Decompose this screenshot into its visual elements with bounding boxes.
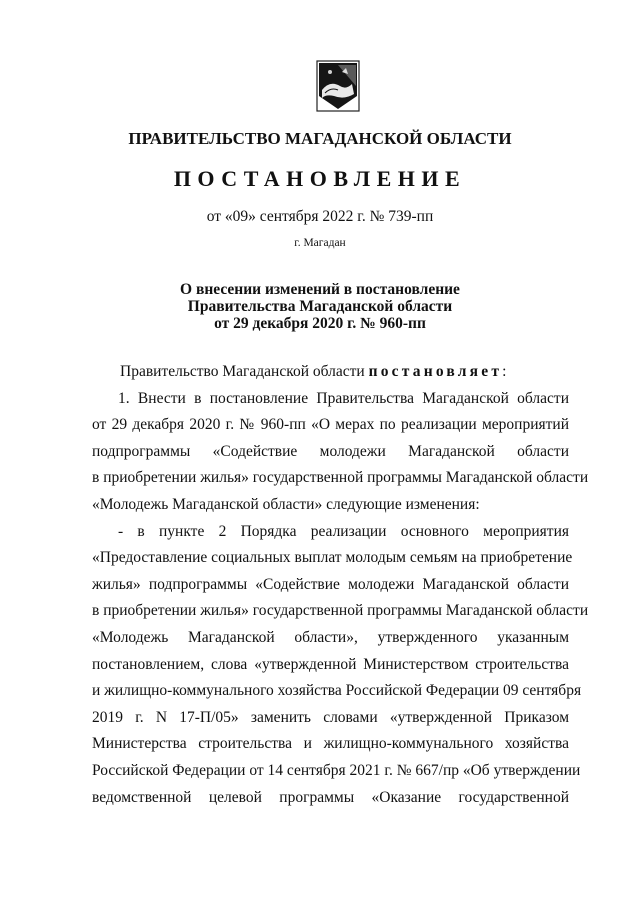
subject-line: О внесении изменений в постановление	[180, 281, 460, 298]
body-line: - в пункте 2 Порядка реализации основного мероприятия	[118, 522, 569, 540]
body-line: в приобретении жилья» государственной программы Магаданской области	[92, 469, 589, 487]
document-date-number: от «09» сентября 2022 г. № 739-пп	[206, 208, 434, 225]
intro-text: Правительство Магаданской области	[120, 363, 365, 380]
body-line: «Молодежь Магаданской области» следующие изменения:	[92, 495, 480, 513]
body-line: постановлением, слова «утвержденной Министерством строительства	[92, 655, 569, 673]
document-body	[92, 359, 589, 811]
document-city: г. Магадан	[294, 237, 346, 249]
body-line: и жилищно-коммунального хозяйства Российской Федерации 09 сентября	[92, 682, 582, 700]
document-subject	[0, 281, 640, 332]
body-line: подпрограммы «Содействие молодежи Магаданской области	[92, 442, 569, 460]
document-type: ПОСТАНОВЛЕНИЕ	[173, 166, 467, 191]
intro-line	[92, 359, 569, 386]
intro-colon: :	[502, 363, 507, 380]
body-line: 2019 г. N 17-П/05» заменить словами «утвержденной Приказом	[92, 708, 569, 726]
subject-line: от 29 декабря 2020 г. № 960-пп	[214, 315, 426, 332]
body-line: 1. Внести в постановление Правительства Магаданской области	[118, 389, 569, 407]
body-line: в приобретении жилья» государственной программы Магаданской области	[92, 602, 589, 620]
body-line: жилья» подпрограммы «Содействие молодежи Магаданской области	[92, 575, 569, 593]
body-line: «Молодежь Магаданской области», утвержденного указанным	[92, 628, 569, 646]
body-line: Министерства строительства и жилищно-коммунального хозяйства	[92, 735, 569, 753]
body-line: «Предоставление социальных выплат молодым семьям на приобретение	[92, 549, 573, 567]
subject-line: Правительства Магаданской области	[187, 298, 453, 315]
intro-verb: постановляет	[368, 363, 503, 380]
body-line: от 29 декабря 2020 г. № 960-пп «О мерах по реализации мероприятий	[92, 416, 569, 434]
coat-of-arms-icon	[316, 60, 360, 112]
organization-name: ПРАВИТЕЛЬСТВО МАГАДАНСКОЙ ОБЛАСТИ	[128, 129, 512, 148]
body-line: ведомственной целевой программы «Оказание государственной	[92, 788, 569, 806]
body-line: Российской Федерации от 14 сентября 2021 г. № 667/пр «Об утверждении	[92, 761, 581, 779]
